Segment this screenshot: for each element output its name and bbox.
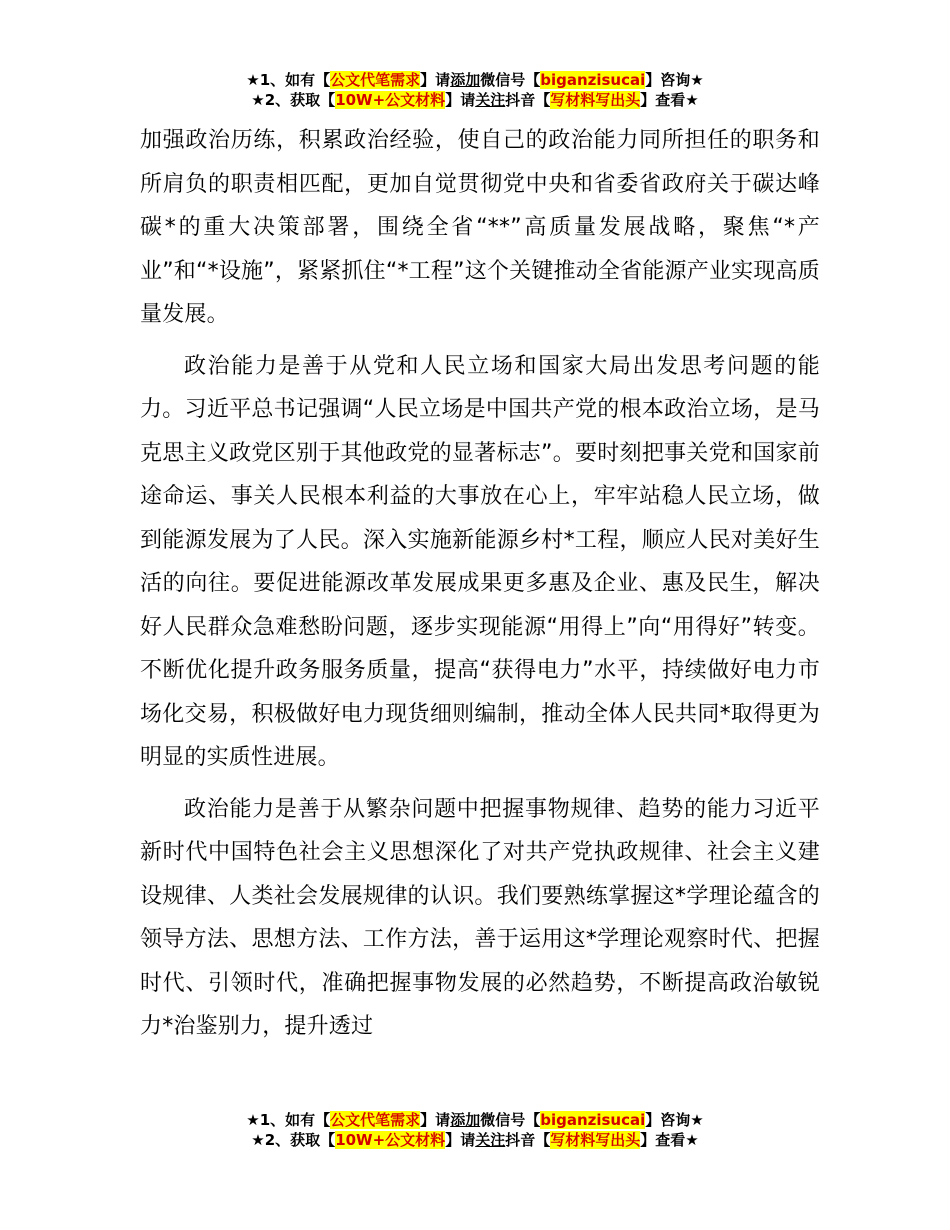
banner-text: 】咨询★ bbox=[645, 1111, 704, 1129]
banner-text: 】请 bbox=[420, 71, 451, 89]
highlight-douyin: 写材料写出头 bbox=[550, 1131, 641, 1149]
banner-text: 微信号【 bbox=[480, 1111, 541, 1129]
highlight-materials: 10W+公文材料 bbox=[335, 91, 446, 109]
banner-text: 】查看★ bbox=[640, 91, 699, 109]
highlight-ghostwriting: 公文代笔需求 bbox=[330, 1111, 421, 1129]
banner-text: 微信号【 bbox=[480, 71, 541, 89]
highlight-douyin: 写材料写出头 bbox=[550, 91, 641, 109]
banner-text: ★1、如有【 bbox=[246, 1111, 331, 1129]
document-body bbox=[140, 119, 820, 1049]
banner-text: 】请 bbox=[445, 1131, 476, 1149]
banner-text: 】咨询★ bbox=[645, 71, 704, 89]
highlight-wechat-id: biganzisucai bbox=[540, 1111, 646, 1129]
underline-follow: 关注 bbox=[475, 91, 506, 109]
banner-line-2 bbox=[0, 90, 950, 110]
bottom-banner bbox=[0, 1110, 950, 1150]
underline-add: 添加 bbox=[450, 1111, 481, 1129]
highlight-ghostwriting: 公文代笔需求 bbox=[330, 71, 421, 89]
highlight-materials: 10W+公文材料 bbox=[335, 1131, 446, 1149]
banner-text: ★1、如有【 bbox=[246, 71, 331, 89]
banner-line-1 bbox=[0, 1110, 950, 1130]
banner-text: 抖音【 bbox=[505, 91, 551, 109]
banner-line-2 bbox=[0, 1130, 950, 1150]
banner-text: ★2、获取【 bbox=[251, 1131, 336, 1149]
banner-line-1 bbox=[0, 70, 950, 90]
paragraph: 加强政治历练，积累政治经验，使自己的政治能力同所担任的职务和所肩负的职责相匹配，更加自觉贯彻党中央和省委省政府关于碳达峰碳*的重大决策部署，围绕全省“**”高质量发展战略，聚焦“*产业”和“*设施”，紧紧抓住“*工程”这个关键推动全省能源产业实现高质量发展。 bbox=[140, 128, 820, 327]
banner-text: ★2、获取【 bbox=[251, 91, 336, 109]
banner-text: 】请 bbox=[445, 91, 476, 109]
underline-follow: 关注 bbox=[475, 1131, 506, 1149]
top-banner bbox=[0, 70, 950, 110]
highlight-wechat-id: biganzisucai bbox=[540, 71, 646, 89]
banner-text: 】请 bbox=[420, 1111, 451, 1129]
banner-text: 抖音【 bbox=[505, 1131, 551, 1149]
underline-add: 添加 bbox=[450, 71, 481, 89]
paragraph: 政治能力是善于从党和人民立场和国家大局出发思考问题的能力。习近平总书记强调“人民立场是中国共产党的根本政治立场，是马克思主义政党区别于其他政党的显著标志”。要时刻把事关党和国家前途命运、事关人民根本利益的大事放在心上，牢牢站稳人民立场，做到能源发展为了人民。深入实施新能源乡村*工程，顺应人民对美好生活的向往。要促进能源改革发展成果更多惠及企业、惠及民生，解决好人民群众急难愁盼问题，逐步实现能源“用得上”向“用得好”转变。不断优化提升政务服务质量，提高“获得电力”水平，持续做好电力市场化交易，积极做好电力现货细则编制，推动全体人民共同*取得更为明显的实质性进展。 bbox=[140, 353, 820, 770]
banner-text: 】查看★ bbox=[640, 1131, 699, 1149]
paragraph: 政治能力是善于从繁杂问题中把握事物规律、趋势的能力习近平新时代中国特色社会主义思想深化了对共产党执政规律、社会主义建设规律、人类社会发展规律的认识。我们要熟练掌握这*学理论蕴含的领导方法、思想方法、工作方法，善于运用这*学理论观察时代、把握时代、引领时代，准确把握事物发展的必然趋势，不断提高政治敏锐力*治鉴别力，提升透过 bbox=[140, 796, 820, 1039]
